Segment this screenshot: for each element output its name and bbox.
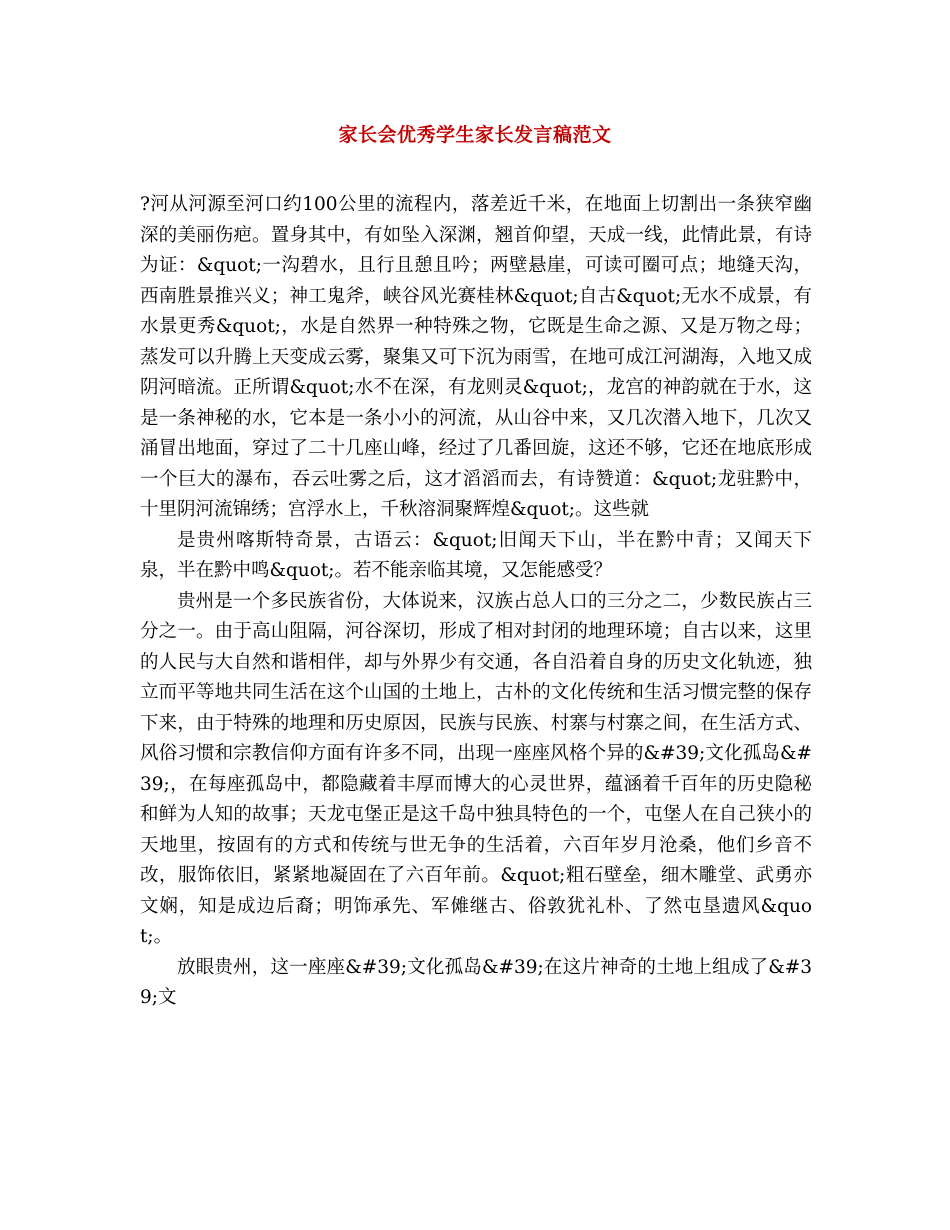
paragraph-1: ?河从河源至河口约100公里的流程内，落差近千米，在地面上切割出一条狭窄幽深的美丽伤疤。置身其中，有如坠入深渊，翘首仰望，天成一线，此情此景，有诗为证：&quot;一沟碧水，且行且憩且吟；两壁悬崖，可读可圈可点；地缝天沟，西南胜景推兴义；神工鬼斧，峡谷风光赛桂林&quot;自古&quot;无水不成景，有水景更秀&quot;，水是自然界一种特殊之物，它既是生命之源、又是万物之母；蒸发可以升腾上天变成云雾，聚集又可下沉为雨雪，在地可成江河湖海，入地又成阴河暗流。正所谓&quot;水不在深，有龙则灵&quot;，龙宫的神韵就在于水，这是一条神秘的水，它本是一条小小的河流，从山谷中来，又几次潜入地下，几次又涌冒出地面，穿过了二十几座山峰，经过了几番回旋，这还不够，它还在地底形成一个巨大的瀑布，吞云吐雾之后，这才滔滔而去，有诗赞道：&quot;龙驻黔中，十里阴河流锦绣；宫浮水上，千秋溶洞聚辉煌&quot;。这些就 — [140, 194, 812, 520]
paragraph-3: 贵州是一个多民族省份，大体说来，汉族占总人口的三分之二，少数民族占三分之一。由于高山阻隔，河谷深切，形成了相对封闭的地理环境；自古以来，这里的人民与大自然和谐相伴，却与外界少有交通，各自沿着自身的历史文化轨迹，独立而平等地共同生活在这个山国的土地上，古朴的文化传统和生活习惯完整的保存下来，由于特殊的地理和历史原因，民族与民族、村寨与村寨之间，在生活方式、风俗习惯和宗教信仰方面有许多不同，出现一座座风格个异的&#39;文化孤岛&#39;，在每座孤岛中，都隐藏着丰厚而博大的心灵世界，蕴涵着千百年的历史隐秘和鲜为人知的故事；天龙屯堡正是这千岛中独具特色的一个，屯堡人在自己狭小的天地里，按固有的方式和传统与世无争的生活着，六百年岁月沧桑，他们乡音不改，服饰依旧，紧紧地凝固在了六百年前。&quot;粗石壁垒，细木雕堂、武勇亦文娴，知是成边后裔；明饰承先、军傩继古、俗敦犹礼朴、了然屯垦遗风&quot;。 — [140, 590, 812, 947]
paragraph-4: 放眼贵州，这一座座&#39;文化孤岛&#39;在这片神奇的土地上组成了&#39;文 — [140, 956, 812, 1008]
paragraph-2: 是贵州喀斯特奇景，古语云：&quot;旧闻天下山，半在黔中青；又闻天下泉，半在黔中鸣&quot;。若不能亲临其境，又怎能感受？ — [140, 529, 812, 581]
document-body — [140, 190, 812, 1014]
document-title: 家长会优秀学生家长发言稿范文 — [338, 124, 612, 146]
